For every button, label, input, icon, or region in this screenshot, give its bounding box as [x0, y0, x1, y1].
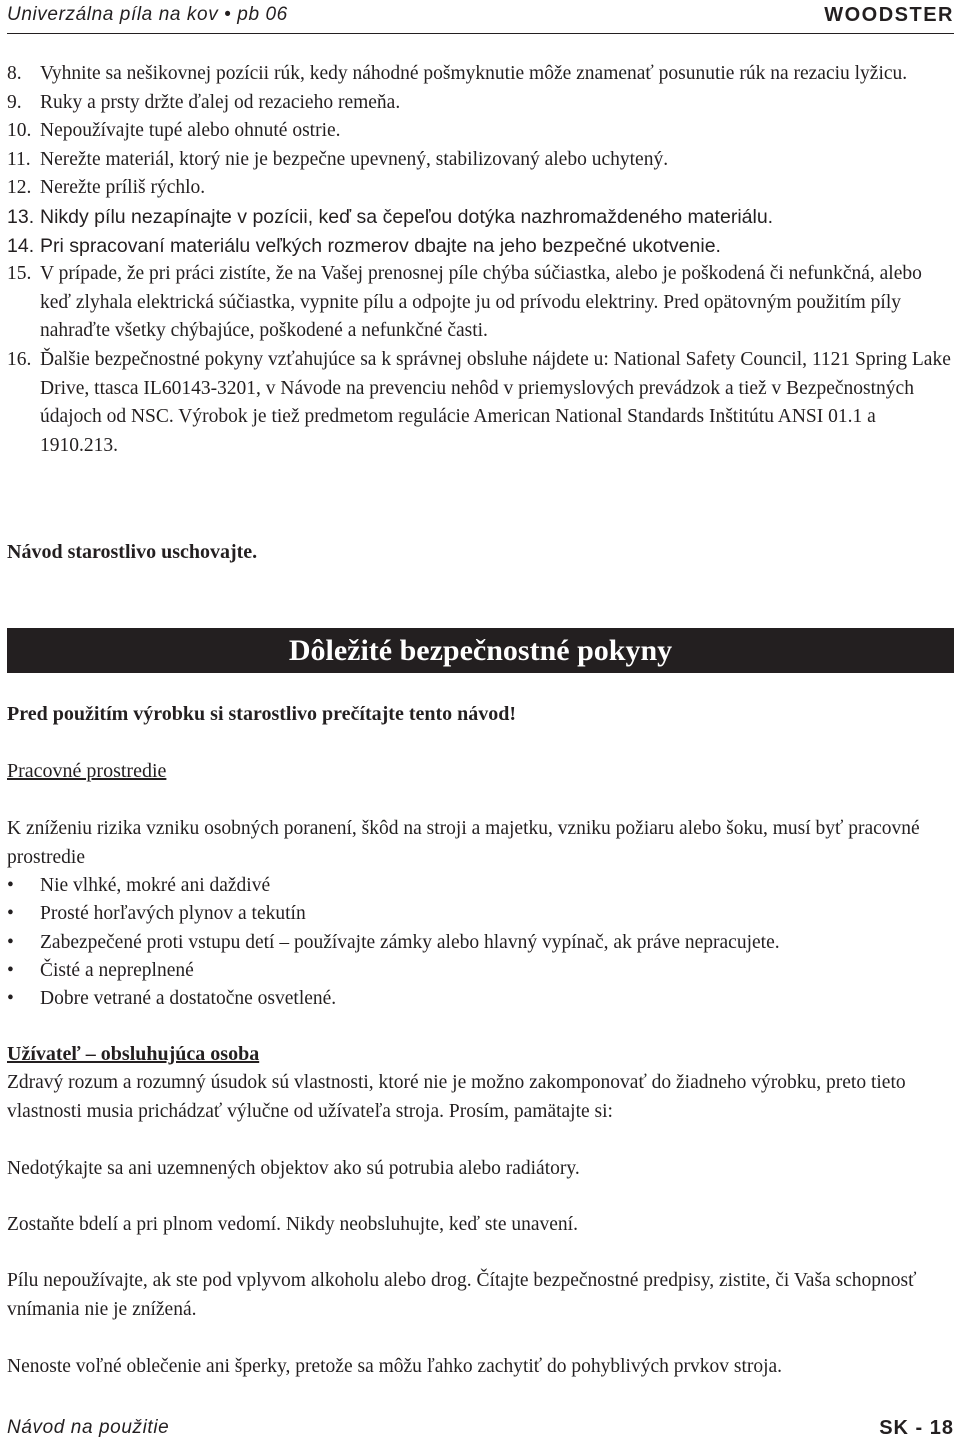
user-heading: Užívateľ – obsluhujúca osoba — [7, 1043, 260, 1065]
item-number: 8. — [7, 63, 22, 84]
item-text: Ďalšie bezpečnostné pokyny vzťahujúce sa k správnej obsluhe nájdete u: National Safety Council, 1121 Spring Lake Drive, ttasca IL60143-3201, v Návode na prevenciu nehôd v priemyslových prevádzok a tiež v Bezpečnostných údajoch od NSC. Výrobok je tiež predmetom regulácie American National Standards Inštitútu ANSI 01.1 a 1910.213. — [40, 348, 951, 456]
item-number: 15. — [7, 263, 32, 285]
item-number: 9. — [7, 91, 22, 113]
list-item — [7, 346, 952, 460]
bullet-symbol: • — [7, 959, 14, 981]
bullet-symbol: • — [7, 903, 14, 925]
bullet-text: Čisté a nepreplnené — [40, 959, 194, 981]
list-item — [7, 117, 952, 146]
header-divider — [7, 33, 954, 34]
user-paragraph: Pílu nepoužívajte, ak ste pod vplyvom alkoholu alebo drog. Čítajte bezpečnostné predpisy, zistite, či Vaša schopnosť vnímania nie je znížená. — [7, 1270, 917, 1320]
bullet-text: Prosté horľavých plynov a tekutín — [40, 903, 306, 925]
keep-instructions-note: Návod starostlivo uschovajte. — [7, 541, 258, 563]
bullet-item — [7, 929, 952, 957]
bullet-item — [7, 957, 952, 985]
item-text: Pri spracovaní materiálu veľkých rozmerov dbajte na jeho bezpečné ukotvenie. — [40, 234, 721, 257]
user-paragraph: Zostaňte bdelí a pri plnom vedomí. Nikdy neobsluhujte, keď ste unavení. — [7, 1214, 578, 1235]
list-item — [7, 89, 952, 118]
bullet-item — [7, 900, 952, 928]
brand-name: WOODSTER — [824, 4, 954, 26]
numbered-safety-list — [7, 60, 952, 460]
item-text: Vyhnite sa nešikovnej pozícii rúk, kedy náhodné pošmyknutie môže znamenať posunutie rúk na rezaciu lyžicu. — [40, 63, 908, 84]
item-number: 11. — [7, 148, 31, 170]
bullet-text: Nie vlhké, mokré ani daždivé — [40, 875, 271, 896]
read-instructions-note: Pred použitím výrobku si starostlivo prečítajte tento návod! — [7, 703, 517, 725]
bullet-item — [7, 872, 952, 900]
item-number: 10. — [7, 120, 32, 142]
bullet-text: Zabezpečené proti vstupu detí – používajte zámky alebo hlavný vypínač, ak práve nepracujete. — [40, 931, 780, 953]
bullet-symbol: • — [7, 988, 14, 1010]
user-paragraph: Nenoste voľné oblečenie ani šperky, pretože sa môžu ľahko zachytiť do pohyblivých prvkov stroja. — [7, 1356, 783, 1377]
section-banner — [7, 628, 954, 673]
item-text: V prípade, že pri práci zistíte, že na Vašej prenosnej píle chýba súčiastka, alebo je poškodená či nefunkčná, alebo keď zlyhala elektrická súčiastka, vypnite pílu a odpojte ju od prívodu elektriny. Pred opätovným použitím píly nahraďte všetky chýbajúce, poškodené a nefunkčné časti. — [40, 263, 922, 342]
user-intro: Zdravý rozum a rozumný úsudok sú vlastnosti, ktoré nie je možno zakomponovať do žiadneho výrobku, preto tieto vlastnosti musia prichádzať výlučne od užívateľa stroja. Prosím, pamätajte si: — [7, 1072, 906, 1122]
bullet-item — [7, 985, 952, 1013]
list-item — [7, 232, 952, 261]
item-number: 14. — [7, 234, 35, 257]
list-item — [7, 203, 952, 232]
item-number: 13. — [7, 205, 35, 228]
work-environment-bullets — [7, 872, 952, 1013]
item-text: Nerežte materiál, ktorý nie je bezpečne upevnený, stabilizovaný alebo uchytený. — [40, 148, 669, 170]
page-header — [7, 2, 954, 30]
list-item — [7, 260, 952, 346]
list-item — [7, 60, 952, 89]
item-text: Ruky a prsty držte ďalej od rezacieho remeňa. — [40, 91, 401, 113]
work-environment-heading: Pracovné prostredie — [7, 760, 167, 782]
item-text: Nikdy pílu nezapínajte v pozícii, keď sa čepeľou dotýka nazhromaždeného materiálu. — [40, 205, 774, 228]
list-item — [7, 174, 952, 203]
header-title: Univerzálna píla na kov • pb 06 — [7, 4, 288, 25]
item-text: Nerežte príliš rýchlo. — [40, 177, 206, 199]
bullet-symbol: • — [7, 875, 14, 896]
item-number: 16. — [7, 348, 32, 370]
bullet-symbol: • — [7, 931, 14, 953]
footer-label: Návod na použitie — [7, 1417, 170, 1438]
list-item — [7, 146, 952, 175]
work-environment-intro: K zníženiu rizika vzniku osobných poranení, škôd na stroji a majetku, vzniku požiaru alebo šoku, musí byť pracovné prostredie — [7, 818, 920, 868]
user-paragraph: Nedotýkajte sa ani uzemnených objektov ako sú potrubia alebo radiátory. — [7, 1158, 580, 1179]
item-number: 12. — [7, 177, 32, 199]
item-text: Nepoužívajte tupé alebo ohnuté ostrie. — [40, 120, 341, 142]
bullet-text: Dobre vetrané a dostatočne osvetlené. — [40, 988, 337, 1010]
banner-title: Dôležité bezpečnostné pokyny — [288, 634, 673, 667]
page-number: SK - 18 — [879, 1417, 954, 1439]
